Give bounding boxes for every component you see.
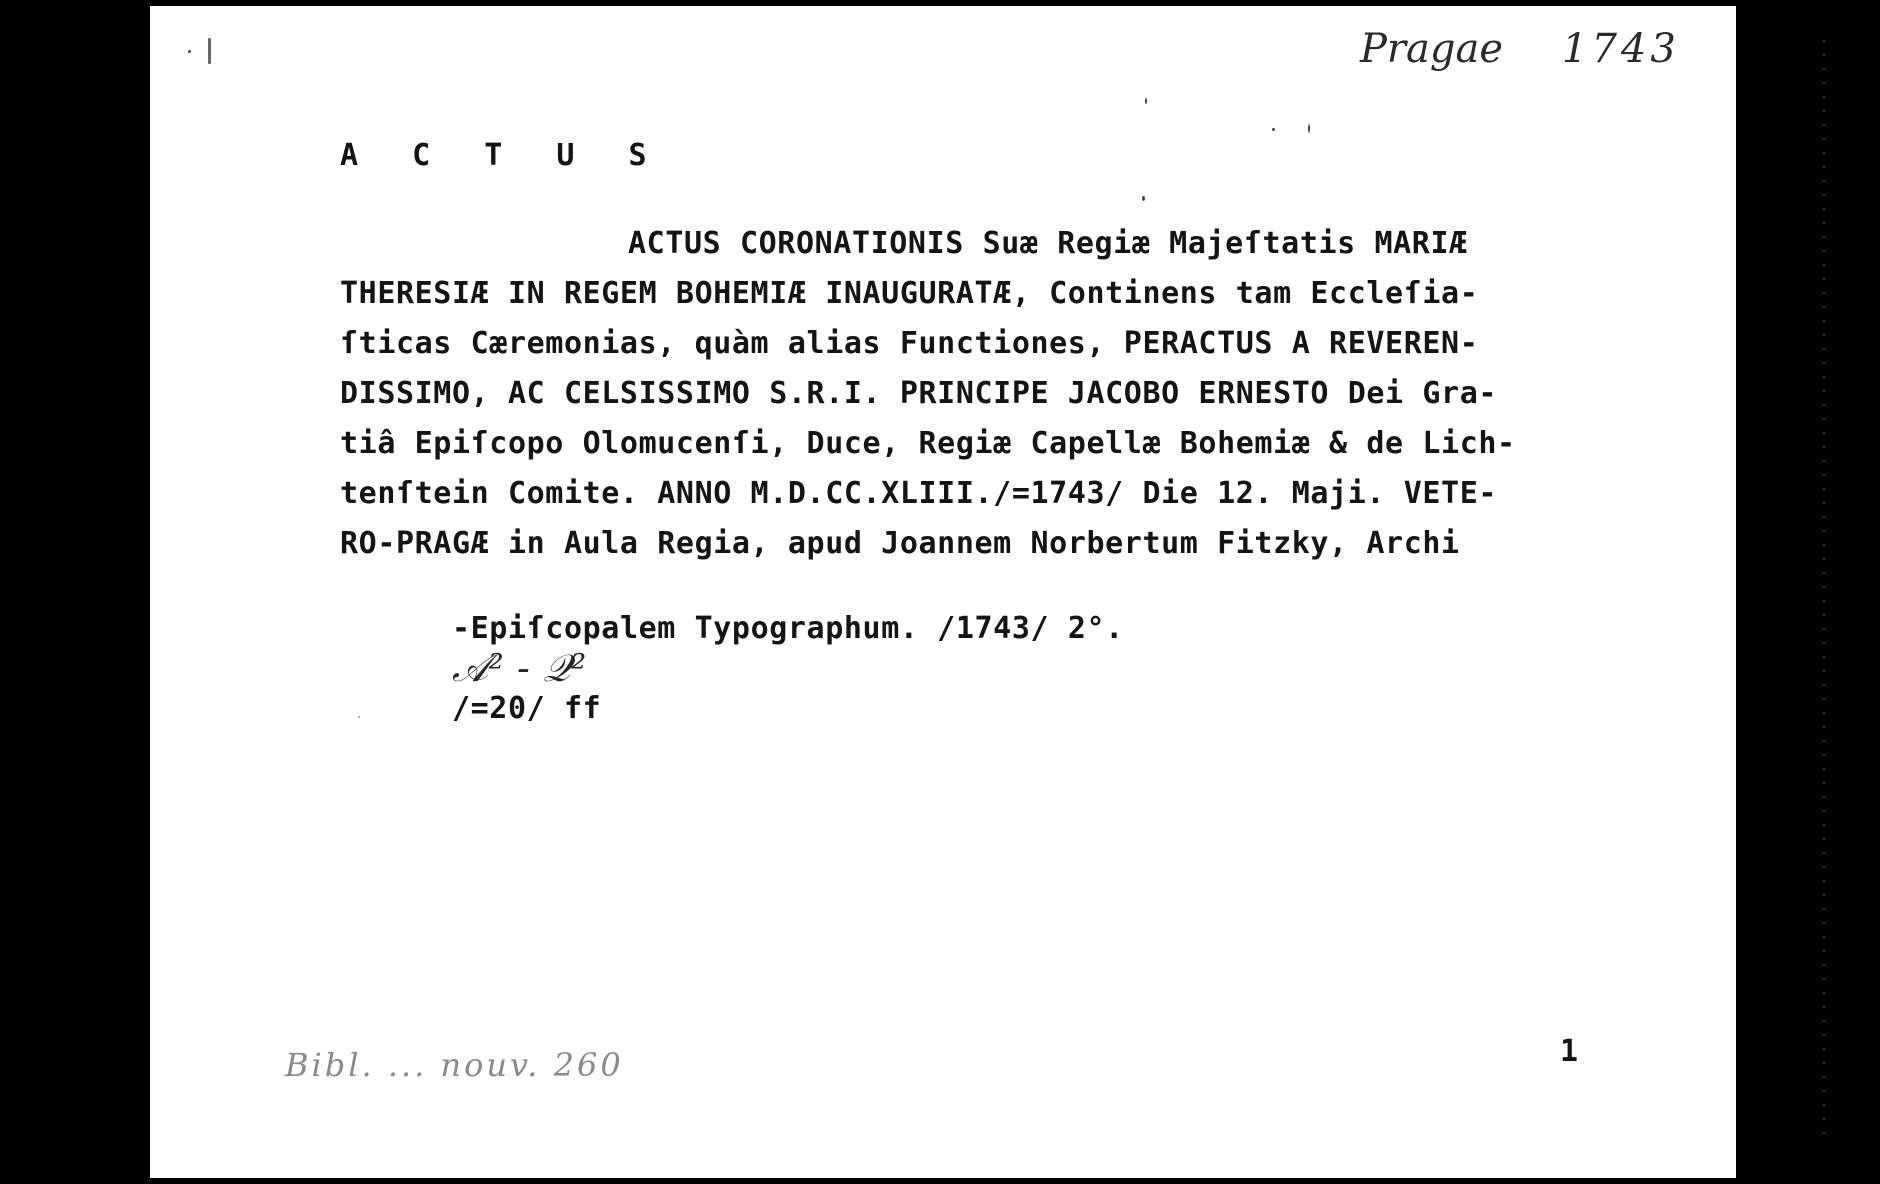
extent: /=20/ ff — [451, 691, 602, 726]
ink-speck — [358, 716, 360, 718]
scan-edge-marks — [1823, 40, 1825, 1140]
entry-line-2: THERESIÆ IN REGEM BOHEMIÆ INAUGURATÆ, Continens tam Eccleſia- — [340, 276, 1479, 311]
ink-speck — [188, 50, 191, 53]
ink-speck — [1308, 124, 1310, 133]
entry-line-4: DISSIMO, AC CELSISSIMO S.R.I. PRINCIPE JACOBO ERNESTO Dei Gra- — [340, 376, 1498, 411]
entry-line-8-text: -Epiſcopalem Typographum. /1743/ 2°. — [451, 611, 1124, 646]
handwritten-location: Pragae — [1360, 26, 1504, 72]
entry-line-5: tiâ Epiſcopo Olomucenſi, Duce, Regiæ Capellæ Bohemiæ & de Lich- — [340, 426, 1516, 461]
entry-line-6: tenſtein Comite. ANNO M.D.CC.XLIII./=1743/ Die 12. Maji. VETE- — [340, 476, 1498, 511]
ink-speck — [1142, 196, 1145, 201]
ink-speck — [1272, 128, 1275, 131]
ink-speck — [1145, 98, 1147, 104]
ink-mark — [208, 38, 211, 64]
pencil-note: Bibl. ... nouv. 260 — [285, 1046, 624, 1084]
page-number: 1 — [1560, 1034, 1579, 1069]
catalog-card — [150, 6, 1736, 1178]
handwritten-year: 1743 — [1562, 26, 1680, 72]
entry-line-8 — [340, 576, 1124, 761]
entry-line-1: ACTUS CORONATIONIS Suæ Regiæ Majeſtatis MARIÆ — [628, 226, 1468, 261]
card-heading: A C T U S — [340, 138, 665, 173]
entry-line-3: ſticas Cæremonias, quàm alias Functiones, PERACTUS A REVEREN- — [340, 326, 1479, 361]
collation-formula: 𝒜² - 𝒬² — [451, 646, 587, 690]
entry-line-7: RO-PRAGÆ in Aula Regia, apud Joannem Norbertum Fitzky, Archi — [340, 526, 1460, 561]
